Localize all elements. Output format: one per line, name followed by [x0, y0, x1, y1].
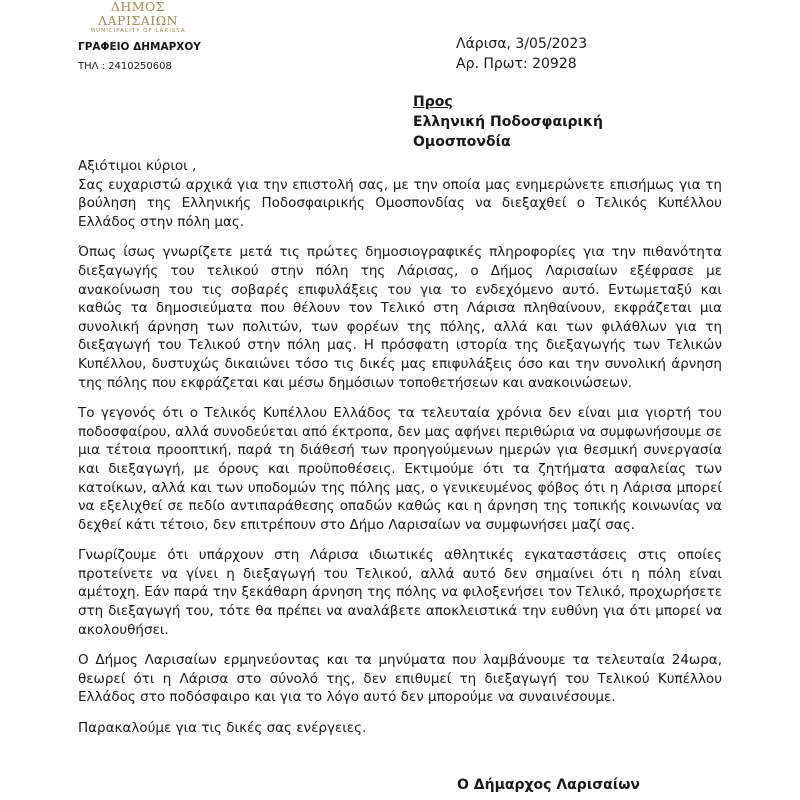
- logo-title: ΔΗΜΟΣ ΛΑΡΙΣΑΙΩΝ: [97, 0, 178, 28]
- protocol-number: Αρ. Πρωτ: 20928: [456, 56, 577, 72]
- paragraph: Ο Δήμος Λαρισαίων ερμηνεύοντας και τα μηνύματα που λαμβάνουμε τα τελευταία 24ωρα, θεωρεί ότι η Λάρισα στο σύνολό της, δεν επιθυμεί τη διεξαγωγή του Τελικού Κυπέλλου Ελλάδος στο ποδόσφαιρο και για το λόγο αυτό δεν μπορούμε να συναινέσουμε.: [78, 652, 722, 706]
- recipient-label: Προς: [413, 94, 453, 110]
- recipient-name: Ελληνική Ποδοσφαιρική Ομοσπονδία: [413, 114, 603, 150]
- office-phone: ΤΗΛ : 2410250608: [78, 61, 172, 72]
- letter-body: [78, 157, 722, 750]
- office-name: ΓΡΑΦΕΙΟ ΔΗΜΑΡΧΟΥ: [78, 41, 201, 53]
- paragraph: Γνωρίζουμε ότι υπάρχουν στη Λάρισα ιδιωτικές αθλητικές εγκαταστάσεις στις οποίες προτείνετε να γίνει η διεξαγωγή του Τελικού, αλλά αυτό δεν σημαίνει ότι η πόλη είναι αμέτοχη. Εάν παρά την ξεκάθαρη άρνηση της πόλης να φιλοξενήσει τον Τελικό, προχωρήσετε στη διεξαγωγή του, τότε θα πρέπει να αναλάβετε αποκλειστικά την ευθύνη για ότι μπορεί να ακολουθήσει.: [78, 547, 722, 638]
- paragraph: Σας ευχαριστώ αρχικά για την επιστολή σας, με την οποία μας ενημερώνετε επισήμως για τη βούληση της Ελληνικής Ποδοσφαιρικής Ομοσπονδίας να διεξαχθεί ο Τελικός Κυπέλλου Ελλάδος στην πόλη μας.: [78, 176, 722, 230]
- paragraph: Το γεγονός ότι ο Τελικός Κυπέλλου Ελλάδος τα τελευταία χρόνια δεν είναι μια γιορτή του ποδοσφαίρου, αλλά συνοδεύεται από έκτροπα, δεν μας αφήνει περιθώρια να συμφωνήσουμε σε μια τέτοια προοπτική, παρά τη διάθεσή των προηγούμενων ημερών για θεσμική συνεργασία και διεξαγωγή, με όρους και προϋποθέσεις. Εκτιμούμε ότι τα ζητήματα ασφαλείας των κατοίκων, αλλά και των υποδομών της πόλης μας, ο γενικευμένος φόβος ότι η Λάρισα μπορεί να εξελιχθεί σε πεδίο αντιπαράθεσης οπαδών καθώς και η άρνηση της τοπικής κοινωνίας να δεχθεί κάτι τέτοιο, δεν επιτρέπουν στο Δήμο Λαρισαίων να συμφωνήσει μαζί σας.: [78, 405, 722, 533]
- paragraph: Παρακαλούμε για τις δικές σας ενέργειες.: [78, 720, 367, 737]
- sender-office: [78, 38, 201, 76]
- salutation: Αξιότιμοι κύριοι ,: [78, 158, 197, 174]
- recipient-block: [413, 92, 633, 152]
- letter-date: Λάρισα, 3/05/2023: [456, 36, 588, 52]
- date-block: [456, 34, 587, 74]
- logo-subtitle: MUNICIPALITY OF LARISSA: [90, 28, 186, 34]
- signature: Ο Δήμαρχος Λαρισαίων: [457, 777, 640, 793]
- municipality-logo: [78, 0, 198, 35]
- paragraph: Όπως ίσως γνωρίζετε μετά τις πρώτες δημοσιογραφικές πληροφορίες για την πιθανότητα διεξαγωγής του τελικού στην πόλη της Λάρισας, ο Δήμος Λαρισαίων εξέφρασε με ανακοίνωση του τις σοβαρές επιφυλάξεις του για το ενδεχόμενο αυτό. Εντωμεταξύ και καθώς τα δημοσιεύματα που θέλουν τον Τελικό στη Λάρισα πληθαίνουν, εκφράζεται μια συνολική άρνηση των πολιτών, των φορέων της πόλης, αλλά και των φιλάθλων για τη διεξαγωγή του Τελικού στην πόλη μας. Η πρόσφατη ιστορία της διεξαγωγής των Τελικών Κυπέλλου, δυστυχώς δικαιώνει τόσο τις δικές μας επιφυλάξεις όσο και την συνολική άρνηση της πόλης που εκφράζεται και μέσω δημόσιων τοποθετήσεων και ανακοινώσεων.: [78, 244, 722, 391]
